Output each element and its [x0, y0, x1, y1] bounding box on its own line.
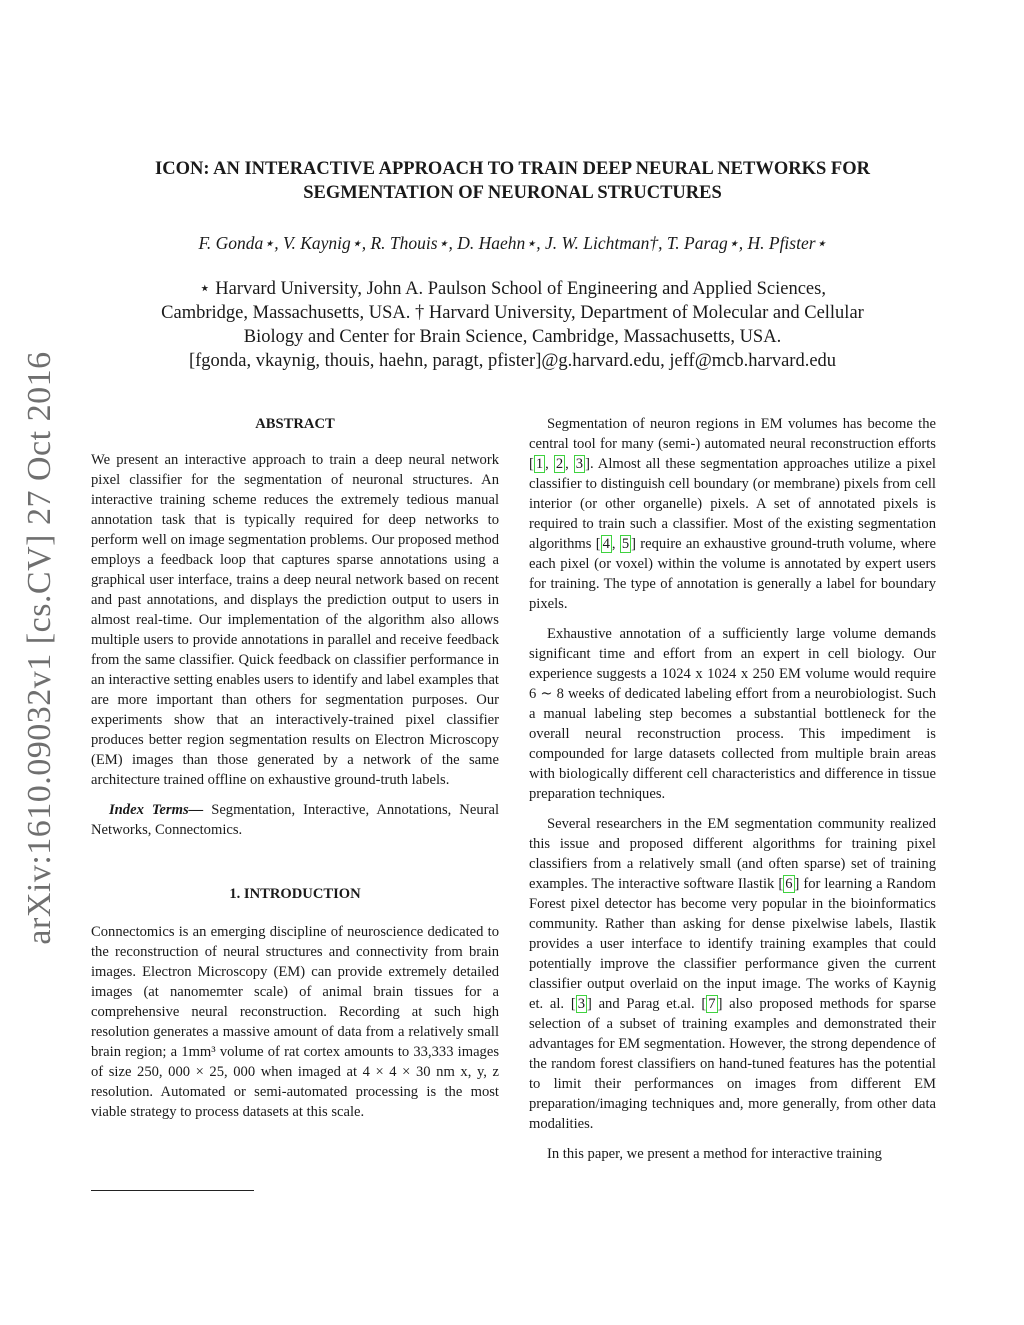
arxiv-sidebar	[10, 348, 70, 948]
affiliation-line: Biology and Center for Brain Science, Cambridge, Massachusetts, USA.	[243, 327, 782, 347]
index-terms	[91, 800, 499, 840]
citation-link[interactable]: 4	[602, 536, 610, 552]
intro-paragraph: Connectomics is an emerging discipline of neuroscience dedicated to the reconstruction of neural structures and connectivity from brain images. Electron Microscopy (EM) can provide extremely detailed images (at nanomemter scale) of animal brain tissues for a comprehensive neural reconstruction. Recording at such high resolution generates a massive amount of data from a relatively small brain region; a 1mm³ volume of rat cortex amounts to 33,333 images of size 250, 000 × 25, 000 when imaged at 4 × 4 × 30 nm x, y, z resolution. Automated or semi-automated processing is the most viable strategy to process datasets at this scale.	[91, 924, 499, 1120]
text-run: for learning a Random Forest pixel detector has become very popular in the bioinformatics community. Rather than asking for dense pixelwise labels, Ilastik provides a user interface to identify training examples that could potentially improve the classifier performance given the current classifier output overlaid on the input image. The works of Kaynig et. al.	[529, 876, 937, 1012]
citation-link[interactable]: 3	[577, 996, 585, 1012]
index-terms-text: Segmentation, Interactive, Annotations, Neural Networks, Connectomics.	[91, 802, 500, 838]
abstract-text: We present an interactive approach to train a deep neural network pixel classifier for the segmentation of neuronal structures. An interactive training scheme reduces the extremely tedious manual annotation task that is typically required for deep networks to perform well on image segmentation problems. Our proposed method employs a feedback loop that captures sparse annotations using a graphical user interface, trains a deep neural network based on recent and past annotations, and displays the prediction output to users in almost real-time. Our implementation of the algorithm also allows multiple users to provide annotations in parallel and receive feedback from the same classifier. Quick feedback on classifier performance in an interactive setting enables users to identify and label examples that are more important than others for segmentation purposes. Our experiments show that an interactively-trained pixel classifier produces better region segmentation results on Electron Microscopy (EM) images than those generated by a network of the same architecture trained offline on exhaustive ground-truth labels.	[91, 452, 499, 788]
arxiv-identifier: arXiv:1610.09032v1 [cs.CV] 27 Oct 2016	[21, 351, 58, 945]
text-run: require an exhaustive ground-truth volume, where each pixel (or voxel) within the volume is annotated by expert users for training. The type of annotation is generally a label for boundary pixels.	[529, 536, 936, 612]
citation-link[interactable]: 2	[555, 456, 564, 472]
right-column	[529, 414, 936, 1174]
title-line-2: SEGMENTATION OF NEURONAL STRUCTURES	[303, 183, 722, 203]
email-line: [fgonda, vkaynig, thouis, haehn, paragt, pfister]@g.harvard.edu, jeff@mcb.harvard.edu	[188, 351, 837, 371]
citation-link[interactable]: 1	[535, 456, 544, 472]
citation-link[interactable]: 7	[708, 996, 716, 1012]
paper-title	[90, 157, 935, 205]
author-list: F. Gonda⋆, V. Kaynig⋆, R. Thouis⋆, D. Haehn⋆, J. W. Lichtman†, T. Parag⋆, H. Pfister⋆	[198, 233, 827, 253]
left-column	[91, 414, 499, 1132]
text-run: and Parag et.al.	[591, 996, 702, 1012]
citation-link[interactable]: 3	[575, 456, 584, 472]
text-run: also proposed methods for sparse selection of a subset of training examples and demonstrated their advantages for EM segmentation. However, the strong dependence of the random forest classifiers on hand-tuned features has the potential to limit their performances on images from different EM preparation/imaging techniques and, more generally, from other data modalities.	[529, 996, 936, 1132]
paragraph: Exhaustive annotation of a sufficiently large volume demands significant time and effort from an expert in cell biology. Our experience suggests a 1024 x 1024 x 250 EM volume would require 6 ∼ 8 weeks of dedicated labeling effort from a neurobiologist. Such a manual labeling step becomes a substantial bottleneck for the overall neural reconstruction process. This impediment is compounded for large datasets collected from multiple brain areas with biologically different cell characteristics and difference in tissue preparation techniques.	[529, 626, 936, 802]
text-run: . Almost all these segmentation approaches utilize a pixel classifier to distinguish cell boundary (or membrane) pixels from cell interior (or other organelle) pixels. A set of annotated pixels is required to train such a classifier. Most of the existing segmentation algorithms	[529, 456, 936, 552]
affiliation-line: ⋆ Harvard University, John A. Paulson School of Engineering and Applied Sciences,	[199, 279, 826, 299]
affiliation-line: Cambridge, Massachusetts, USA. † Harvard University, Department of Molecular and Cellular	[161, 303, 864, 323]
affiliations	[90, 277, 935, 373]
intro-heading: 1. INTRODUCTION	[229, 886, 361, 902]
citation-link[interactable]: 6	[785, 876, 793, 892]
paragraph: Segmentation of neuron regions in EM volumes has become the central tool for many (semi-) automated neural reconstruction efforts [ 1 , 2 , 3 ]. Almost all these segmentation approaches utilize a pixel classifier to distinguish cell boundary (or membrane) pixels from cell interior (or other organelle) pixels. A set of annotated pixels is required to train such a classifier. Most of the existing segmentation algorithms [ 4 , 5 ] require an exhaustive ground-truth volume, where each pixel (or voxel) within the volume is annotated by expert users for training. The type of annotation is generally a label for boundary pixels.	[529, 416, 936, 612]
footnote-rule	[91, 1190, 254, 1191]
abstract-heading: ABSTRACT	[255, 416, 335, 432]
paragraph: Several researchers in the EM segmentation community realized this issue and proposed different algorithms for training pixel classifiers from a relatively small (and often sparse) set of training examples. The interactive software Ilastik [ 6 ] for learning a Random Forest pixel detector has become very popular in the bioinformatics community. Rather than asking for dense pixelwise labels, Ilastik provides a user interface to identify training examples that could potentially improve the classifier performance given the current classifier output overlaid on the input image. The works of Kaynig et. al. [ 3 ] and Parag et.al. [ 7 ] also proposed methods for sparse selection of a subset of training examples and demonstrated their advantages for EM segmentation. However, the strong dependence of the random forest classifiers on hand-tuned features has the potential to limit their performances on images from different EM preparation/imaging techniques and, more generally, from other data modalities.	[529, 816, 937, 1132]
paragraph: In this paper, we present a method for interactive training	[547, 1146, 882, 1162]
text-run: Segmentation of neuron regions in EM volumes has become the central tool for many (semi-) automated neural reconstruction efforts	[529, 416, 936, 452]
index-terms-label: Index Terms—	[109, 802, 204, 818]
citation-link[interactable]: 5	[621, 536, 630, 552]
text-run: Several researchers in the EM segmentation community realized this issue and proposed different algorithms for training pixel classifiers from a relatively small (and often sparse) set of training examples. The interactive software Ilastik	[529, 816, 936, 892]
title-line-1: ICON: AN INTERACTIVE APPROACH TO TRAIN DEEP NEURAL NETWORKS FOR	[155, 159, 870, 179]
